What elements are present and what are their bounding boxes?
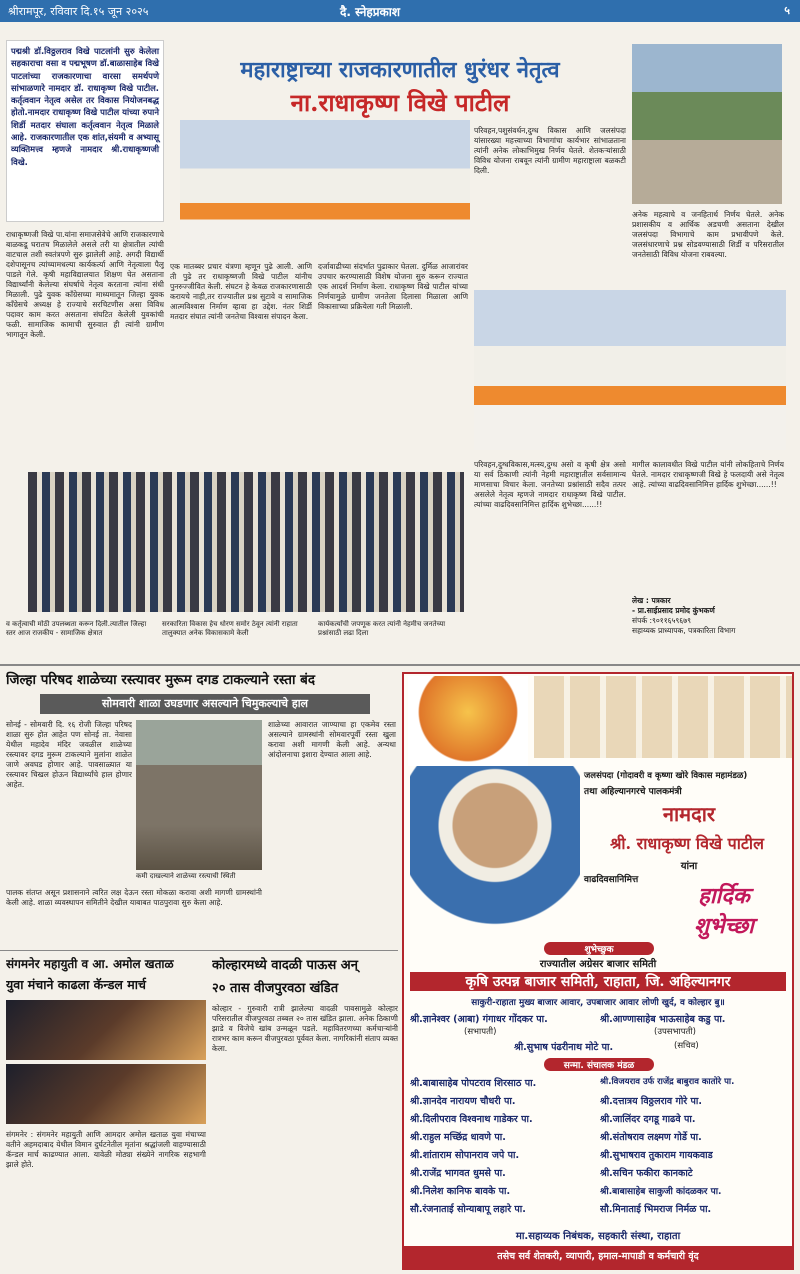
page-number: ५ <box>784 4 790 17</box>
birthday-advertisement <box>402 672 794 1270</box>
author-name: - प्रा.साईप्रसाद प्रमोद कुंभकर्ण <box>632 606 715 615</box>
main-headline-line1: महाराष्ट्राच्या राजकारणातील धुरंधर नेतृत्व <box>240 57 560 83</box>
article4-headline-line2: २० तास वीजपुरवठा खंडित <box>212 981 339 996</box>
ad-secretary-role: (सचिव) <box>674 1041 699 1051</box>
ad-board-label: सन्मा. संचालक मंडळ <box>544 1058 654 1071</box>
ad-member: सौ.रंजनाताई सोन्याबापू लहारे पा. <box>410 1204 526 1215</box>
ad-occasion: वाढदिवसानिमित्त <box>584 875 639 885</box>
ad-org-sub: साकुरी-राहाता मुख्य बाजार आवार, उपबाजार आवार लोणी खुर्द, व कोल्हार बु॥ <box>471 998 725 1008</box>
ad-wisher-label: शुभेच्छुक <box>544 942 654 955</box>
ad-footer-registrar: मा.सहाय्यक निबंधक, सहकारी संस्था, राहाता <box>515 1231 681 1242</box>
ad-member: श्री.सचिन फकीरा कानकाटे <box>600 1168 693 1179</box>
ad-department-2: तथा अहिल्यानगरचे पालकमंत्री <box>584 787 682 797</box>
article2-col2: पालक संतप्त असून प्रशासनाने त्वरित लक्ष देऊन रस्ता मोकळा करावा अशी मागणी ग्रामस्थांनी केली आहे. शाळा व्यवस्थापन समितीने देखील याबाबत पाठपुरावा सुरु केला आहे. <box>6 888 262 907</box>
ad-footer-all: तसेच सर्व शेतकरी, व्यापारी, हमाल-मापाडी व कर्मचारी वृंद <box>404 1246 792 1268</box>
intro-text: पद्मश्री डॉ.विठ्ठलराव विखे पाटलांनी सुरु केलेला सहकाराचा वसा व पद्मभूषण डॉ.बाळासाहेब विखे पाटलांच्या राजकारणाचा वारसा समर्थपणे सांभाळणारे नामदार डॉ. राधाकृष्ण विखे पाटील. कर्तृत्ववान नेतृत्व असेल तर विकास नियोजनबद्ध होतो.नामदार राधाकृष्ण विखे पाटील यांच्या रुपाने शिर्डी मतदार संघाला कर्तृत्ववान नेतृत्व मिळाले आहे. राजकारणातील एक शांत,संयमी व अभ्यासू व्यक्तिमत्त्व म्हणजे नामदार श्री.राधाकृष्णजी विखे. <box>11 46 159 167</box>
article-col4: परिवहन,पशुसंवर्धन,दुग्ध विकास आणि जलसंपदा यांसारख्या महत्त्वाच्या विभागांचा कार्यभार सांभाळताना त्यांनी अनेक लोकाभिमुख निर्णय घेतले. शेतकऱ्यांसाठी विविध योजना राबवून त्यांनी ग्रामीण महाराष्ट्राला बळकटी दिली. <box>474 126 626 175</box>
article4-text: कोल्हार - गुरुवारी रात्री झालेल्या वादळी पावसामुळे कोल्हार परिसरातील वीजपुरवठा तब्बल २० तास खंडित झाला. अनेक ठिकाणी झाडे व विजेचे खांब उन्मळून पडले. महावितरणच्या कर्मचाऱ्यांनी रात्रभर काम करून वीजपुरवठा पूर्ववत केला. नागरिकांनी संताप व्यक्त केला. <box>212 1004 398 1053</box>
ad-wish-1: हार्दिक <box>698 883 750 909</box>
article2-photo <box>136 720 262 870</box>
ad-yanna: यांना <box>680 861 698 872</box>
ad-secretary: श्री.सुभाष पंढरीनाथ मोटे पा. <box>514 1042 614 1053</box>
ad-member: श्री.बाबासाहेब पोपटराव शिरसाठ पा. <box>410 1078 537 1089</box>
author-label: लेख : पत्रकार <box>632 596 671 605</box>
right-mid-text: अनेक महत्वाचे व जनहितार्थ निर्णय घेतले. अनेक प्रशासकीय व आर्थिक अडचणी असताना देखील जलसंपदा विभागाचे काम प्रभावीपणे केले. जलसंधारणाचे प्रश्न सोडवण्यासाठी शिर्डी व परिसरातील जनतेसाठी विविध योजना राबवल्या. <box>632 210 784 259</box>
article2-col1: सोनई - सोमवारी दि. १६ रोजी जिल्हा परिषद शाळा सुरु होत आहेत पण सोनई ता. नेवासा येथील महादेव मंदिर जवळील शाळेच्या रस्त्यावर दगड मुरूम टाकल्याने मुलांना शाळेत जाणे अवघड होणार आहे. पावसाळ्यात या रस्त्यावर चिखल होऊन विद्यार्थ्यांचे हाल होणार आहेत. <box>6 720 132 789</box>
ad-member: सौ.मिनाताई भिमराज निर्मळ पा. <box>600 1204 712 1215</box>
photo-exhibition <box>474 290 786 450</box>
newspaper-name: दै. स्नेहप्रकाश <box>340 5 401 19</box>
section-divider <box>0 664 800 666</box>
article3-headline-line1: संगमनेर महायुती व आ. अमोल खताळ <box>6 957 174 971</box>
main-photo-felicitation <box>180 120 470 258</box>
ad-department: जलसंपदा (गोदावरी व कृष्णा खोरे विकास महामंडळ) <box>584 771 748 781</box>
ad-member: श्री.राहुल मच्छिंद्र धावणे पा. <box>410 1132 506 1143</box>
ad-member: श्री.सुभाषराव तुकाराम गायकवाड <box>600 1150 713 1161</box>
ad-member: श्री.संतोषराव लक्ष्मण गोर्डे पा. <box>600 1132 702 1143</box>
ad-member: श्री.ज्ञानदेव नारायण चौधरी पा. <box>410 1096 516 1107</box>
caption-left: व कर्तृत्वाची मोठी उपलब्धता करून दिली.त्यातील जिल्हा स्तर आज राजकीय - सामाजिक क्षेत्रात <box>6 620 147 637</box>
ad-member: श्री.दत्तात्रय विठ्ठलराव गोरे पा. <box>600 1096 702 1107</box>
ad-chairman: श्री.ज्ञानेश्वर (आबा) गंगाधर गोंदकर पा. <box>410 1014 548 1025</box>
issue-date: श्रीरामपूर, रविवार दि.१५ जून २०२५ <box>8 5 149 18</box>
ad-member: श्री.राजेंद्र भागवत धुमसे पा. <box>410 1168 506 1179</box>
ad-member: श्री.शांताराम सोपानराव जपे पा. <box>410 1150 520 1161</box>
caption-right: कार्यकर्त्यांची जपणूक करत त्यांनी नेहमीच जनतेच्या प्रश्नांसाठी लढा दिला <box>318 620 446 637</box>
ad-org-name: कृषि उत्पन्न बाजार समिती, राहाता, जि. अहिल्यानगर <box>410 972 786 991</box>
author-box <box>632 596 784 658</box>
divider-2 <box>0 950 398 951</box>
ad-members-right <box>600 1076 792 1226</box>
ad-wish-2: शुभेच्छा <box>694 913 754 939</box>
article2-col3: शाळेच्या आवारात जाण्याचा हा एकमेव रस्ता असल्याने ग्रामस्थांनी सोमवारपूर्वी रस्ता खुला करावा अशी मागणी केली आहे. अन्यथा आंदोलनाचा इशारा देण्यात आला आहे. <box>268 720 396 759</box>
article3-text: संगमनेर : संगमनेर महायुती आणि आमदार अमोल खताळ युवा मंचाच्या वतीने अहमदाबाद येथील विमान दुर्घटनेतील मृतांना श्रद्धांजली वाहण्यासाठी कॅन्डल मार्च काढण्यात आला. यावेळी मोठ्या संख्येने नागरिक सहभागी झाले होते. <box>6 1130 206 1169</box>
ad-vice-chairman: श्री.आण्णासाहेब भाऊसाहेब कडु पा. <box>600 1014 726 1025</box>
masthead <box>0 0 800 22</box>
photo-group <box>28 472 464 612</box>
main-headline-line2: ना.राधाकृष्ण विखे पाटील <box>290 88 510 117</box>
article3-headline-line2: युवा मंचाने काढला कॅन्डल मार्च <box>6 977 146 992</box>
ad-title-small: नामदार <box>662 802 716 826</box>
ad-title-name: श्री. राधाकृष्ण विखे पाटील <box>610 834 764 853</box>
photo-dam-visit <box>632 44 782 204</box>
ad-member: श्री.बाबासाहेब साकुजी कांदळकर पा. <box>600 1187 722 1197</box>
article2-subheadline: सोमवारी शाळा उघडणार असल्याने चिमुकल्याचे हाल <box>40 694 370 714</box>
article-right-bottom: मागील कालावधीत विखे पाटील यांनी लोकहिताचे निर्णय घेतले. नामदार राधाकृष्णजी विखे हे फलदायी असे नेतृत्व आहे. त्यांच्या वाढदिवसानिमित्त हार्दिक शुभेच्छा......!! <box>632 460 784 489</box>
article-col5: परिवहन,दुग्धविकास,मत्स्य,दुग्ध असो व कृषी क्षेत्र असो या सर्व ठिकाणी त्यांनी नेहमी महाराष्ट्रातील सर्वसामान्य माणसाचा विचार केला. जनतेच्या प्रश्नांसाठी सदैव तत्पर असलेले नेतृत्व म्हणजे नामदार राधाकृष्ण विखे पाटील. त्यांच्या वाढदिवसानिमित्त हार्दिक शुभेच्छा......!! <box>474 460 626 509</box>
intro-box <box>6 40 164 222</box>
article3-photo-2 <box>6 1064 206 1124</box>
article4-headline-line1: कोल्हारमध्ये वादळी पाऊस अन् <box>212 958 358 973</box>
article2-headline: जिल्हा परिषद शाळेच्या रस्त्यावर मुरूम दगड टाकल्याने रस्ता बंद <box>6 672 316 688</box>
ad-member: श्री.विजयराव उर्फ राजेंद्र बाबुराव कातोरे पा. <box>600 1077 735 1087</box>
ad-members-left <box>410 1076 600 1226</box>
ad-member: श्री.जालिंदर दगडू गाढवे पा. <box>600 1114 696 1125</box>
ad-minister-portrait <box>410 766 580 936</box>
ad-vice-chairman-role: (उपसभापती) <box>654 1027 696 1037</box>
article-col2: एक मातब्बर प्रचार यंत्रणा म्हणून पुढे आली. आणि ती पुढे तर राधाकृष्णजी विखे पाटील यांनीच पुनरुज्जीवित केली. संघटन हे केवळ राजकारणासाठी करायचे नाही,तर राज्यातील प्रश्न सुटावे व सामाजिक आत्मविश्वास निर्माण व्हावा हा उद्देश. नंतर शिर्डी मतदार संघात त्यांनी जनतेचा विश्वास संपादन केला. <box>170 262 312 321</box>
article2-caption: कमी दाखल्याने शाळेच्या रस्त्याची स्थिती <box>136 872 236 880</box>
article3-photo-1 <box>6 1000 206 1060</box>
ad-member: श्री.निलेश कानिफ बावके पा. <box>410 1186 511 1197</box>
article-col1: राधाकृष्णजी विखे पा.यांना समाजसेवेचे आणि राजकारणाचे बाळकडू घरातच मिळालेले असले तरी या क्षेत्रातील त्यांची वाटचाल तशी स्वतंत्रपणे सुरु झालेली आहे. अगदी विद्यार्थी दशेपासूनच त्यांच्यामधल्या कार्यकर्त्या आणि नेतृत्वाला पैलू पाडले गेले. कृषी महाविद्यालयात शिक्षण घेत असताना विद्यार्थ्यांनी केलेल्या संघर्षाचे नेतृत्व करताना त्यांना संधी मिळाली. पुढे युवक काँग्रेसच्या माध्यमातून जिल्हा युवक काँग्रेसचे अध्यक्ष हे राज्याचे सरचिटणीस असा विविध पदावर काम करत असताना संघटित केलेली युवकांची फळी. सामाजिक कामाची सुरुवात ही त्यांनी ग्रामीण भागातून केली. <box>6 230 164 339</box>
ad-temple-icon <box>408 676 528 766</box>
article-col3: दर्जावाढीच्या संदर्भात पुढाकार घेतला. दुर्मिळ आजारांवर उपचार करण्यासाठी विशेष योजना सुरु करून राज्यात एक आदर्श निर्माण केला. राधाकृष्ण विखे पाटील यांच्या निर्णयामुळे ग्रामीण जनतेला दिलासा मिळाला आणि विकासाच्या प्रक्रियेला गती मिळाली. <box>318 262 468 311</box>
ad-leader-photos <box>534 676 792 758</box>
author-contact: संपर्क :९०११६५९६७९ <box>632 616 692 625</box>
author-role: सहाय्यक प्राध्यापक, पत्रकारिता विभाग <box>632 626 736 635</box>
ad-member: श्री.दिलीपराव विश्वनाथ गाडेकर पा. <box>410 1114 533 1125</box>
caption-mid: सरकारिता विकास हेच धोरण समोर ठेवून त्यांनी राहाता तालुक्यात अनेक विकासकामे केली <box>162 620 298 637</box>
ad-chairman-role: (सभापती) <box>464 1027 497 1037</box>
ad-org-top: राज्यातील अग्रेसर बाजार समिती <box>539 959 657 970</box>
